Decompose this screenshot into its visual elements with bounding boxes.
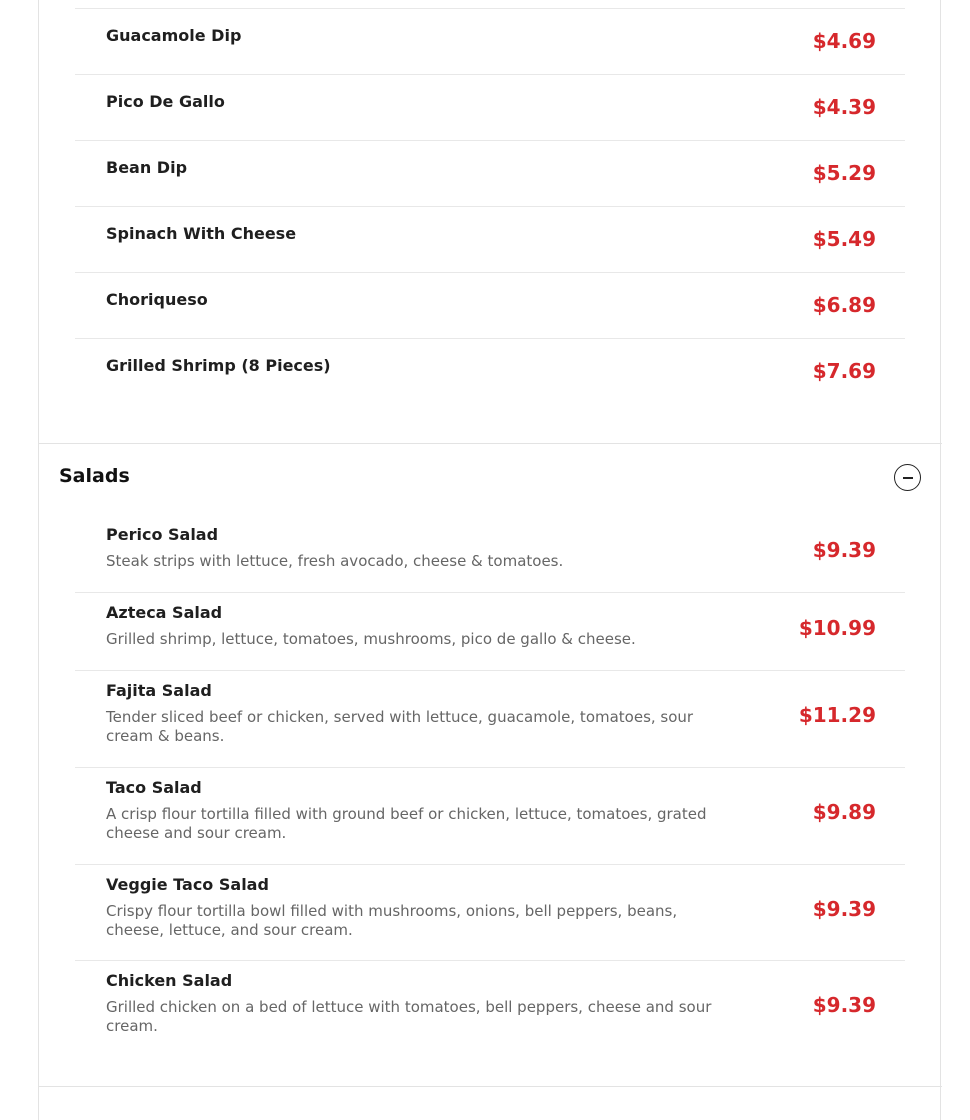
- menu-item-price: $11.29: [798, 703, 876, 727]
- menu-item[interactable]: [75, 338, 905, 404]
- menu-item[interactable]: [75, 961, 905, 1057]
- menu-item-price: $4.69: [812, 29, 876, 53]
- menu-panel: [38, 0, 941, 1120]
- menu-item[interactable]: [75, 593, 905, 671]
- menu-item-price: $9.89: [812, 800, 876, 824]
- menu-item[interactable]: [75, 515, 905, 593]
- menu-item-description: Grilled chicken on a bed of lettuce with tomatoes, bell peppers, cheese and sour cream.: [106, 998, 712, 1035]
- menu-item[interactable]: [75, 865, 905, 961]
- menu-item-description: A crisp flour tortilla filled with ground beef or chicken, lettuce, tomatoes, grated cheese and sour cream.: [106, 805, 707, 842]
- menu-item[interactable]: [75, 8, 905, 74]
- menu-item[interactable]: [75, 272, 905, 338]
- menu-item-price: $9.39: [812, 897, 876, 921]
- menu-item-price: $4.39: [812, 95, 876, 119]
- menu-item-name: Spinach With Cheese: [106, 224, 297, 243]
- menu-item-name: Veggie Taco Salad: [106, 875, 269, 894]
- menu-item-price: $5.29: [812, 161, 876, 185]
- menu-item-description: Grilled shrimp, lettuce, tomatoes, mushrooms, pico de gallo & cheese.: [106, 630, 636, 648]
- menu-item-name: Guacamole Dip: [106, 26, 242, 45]
- section-title[interactable]: Salads: [59, 465, 130, 487]
- menu-item-description: Crispy flour tortilla bowl filled with mushrooms, onions, bell peppers, beans, cheese, lettuce, and sour cream.: [106, 902, 678, 939]
- menu-item-name: Fajita Salad: [106, 681, 212, 700]
- menu-item-name: Azteca Salad: [106, 603, 223, 622]
- menu-item-price: $6.89: [812, 293, 876, 317]
- salads-list: [75, 515, 905, 1057]
- minus-icon: [903, 477, 913, 479]
- section-divider: [39, 1086, 942, 1087]
- menu-item-price: $9.39: [812, 538, 876, 562]
- menu-item[interactable]: [75, 671, 905, 768]
- menu-item[interactable]: [75, 140, 905, 206]
- menu-item-name: Bean Dip: [106, 158, 188, 177]
- section-divider: [39, 443, 942, 444]
- appetizers-list: [75, 8, 905, 404]
- menu-item-name: Chicken Salad: [106, 971, 233, 990]
- menu-item-price: $10.99: [798, 616, 876, 640]
- menu-item-name: Choriqueso: [106, 290, 208, 309]
- menu-item-description: Steak strips with lettuce, fresh avocado, cheese & tomatoes.: [106, 552, 564, 570]
- menu-item-description: Tender sliced beef or chicken, served with lettuce, guacamole, tomatoes, sour cream & beans.: [106, 708, 694, 745]
- menu-item-price: $7.69: [812, 359, 876, 383]
- minus-circle-icon[interactable]: [894, 464, 921, 491]
- menu-item-price: $5.49: [812, 227, 876, 251]
- menu-item[interactable]: [75, 74, 905, 140]
- menu-item-name: Taco Salad: [106, 778, 202, 797]
- menu-item-price: $9.39: [812, 993, 876, 1017]
- menu-item-name: Perico Salad: [106, 525, 219, 544]
- menu-item[interactable]: [75, 206, 905, 272]
- menu-item-name: Grilled Shrimp (8 Pieces): [106, 356, 331, 375]
- menu-item-name: Pico De Gallo: [106, 92, 225, 111]
- menu-item[interactable]: [75, 768, 905, 865]
